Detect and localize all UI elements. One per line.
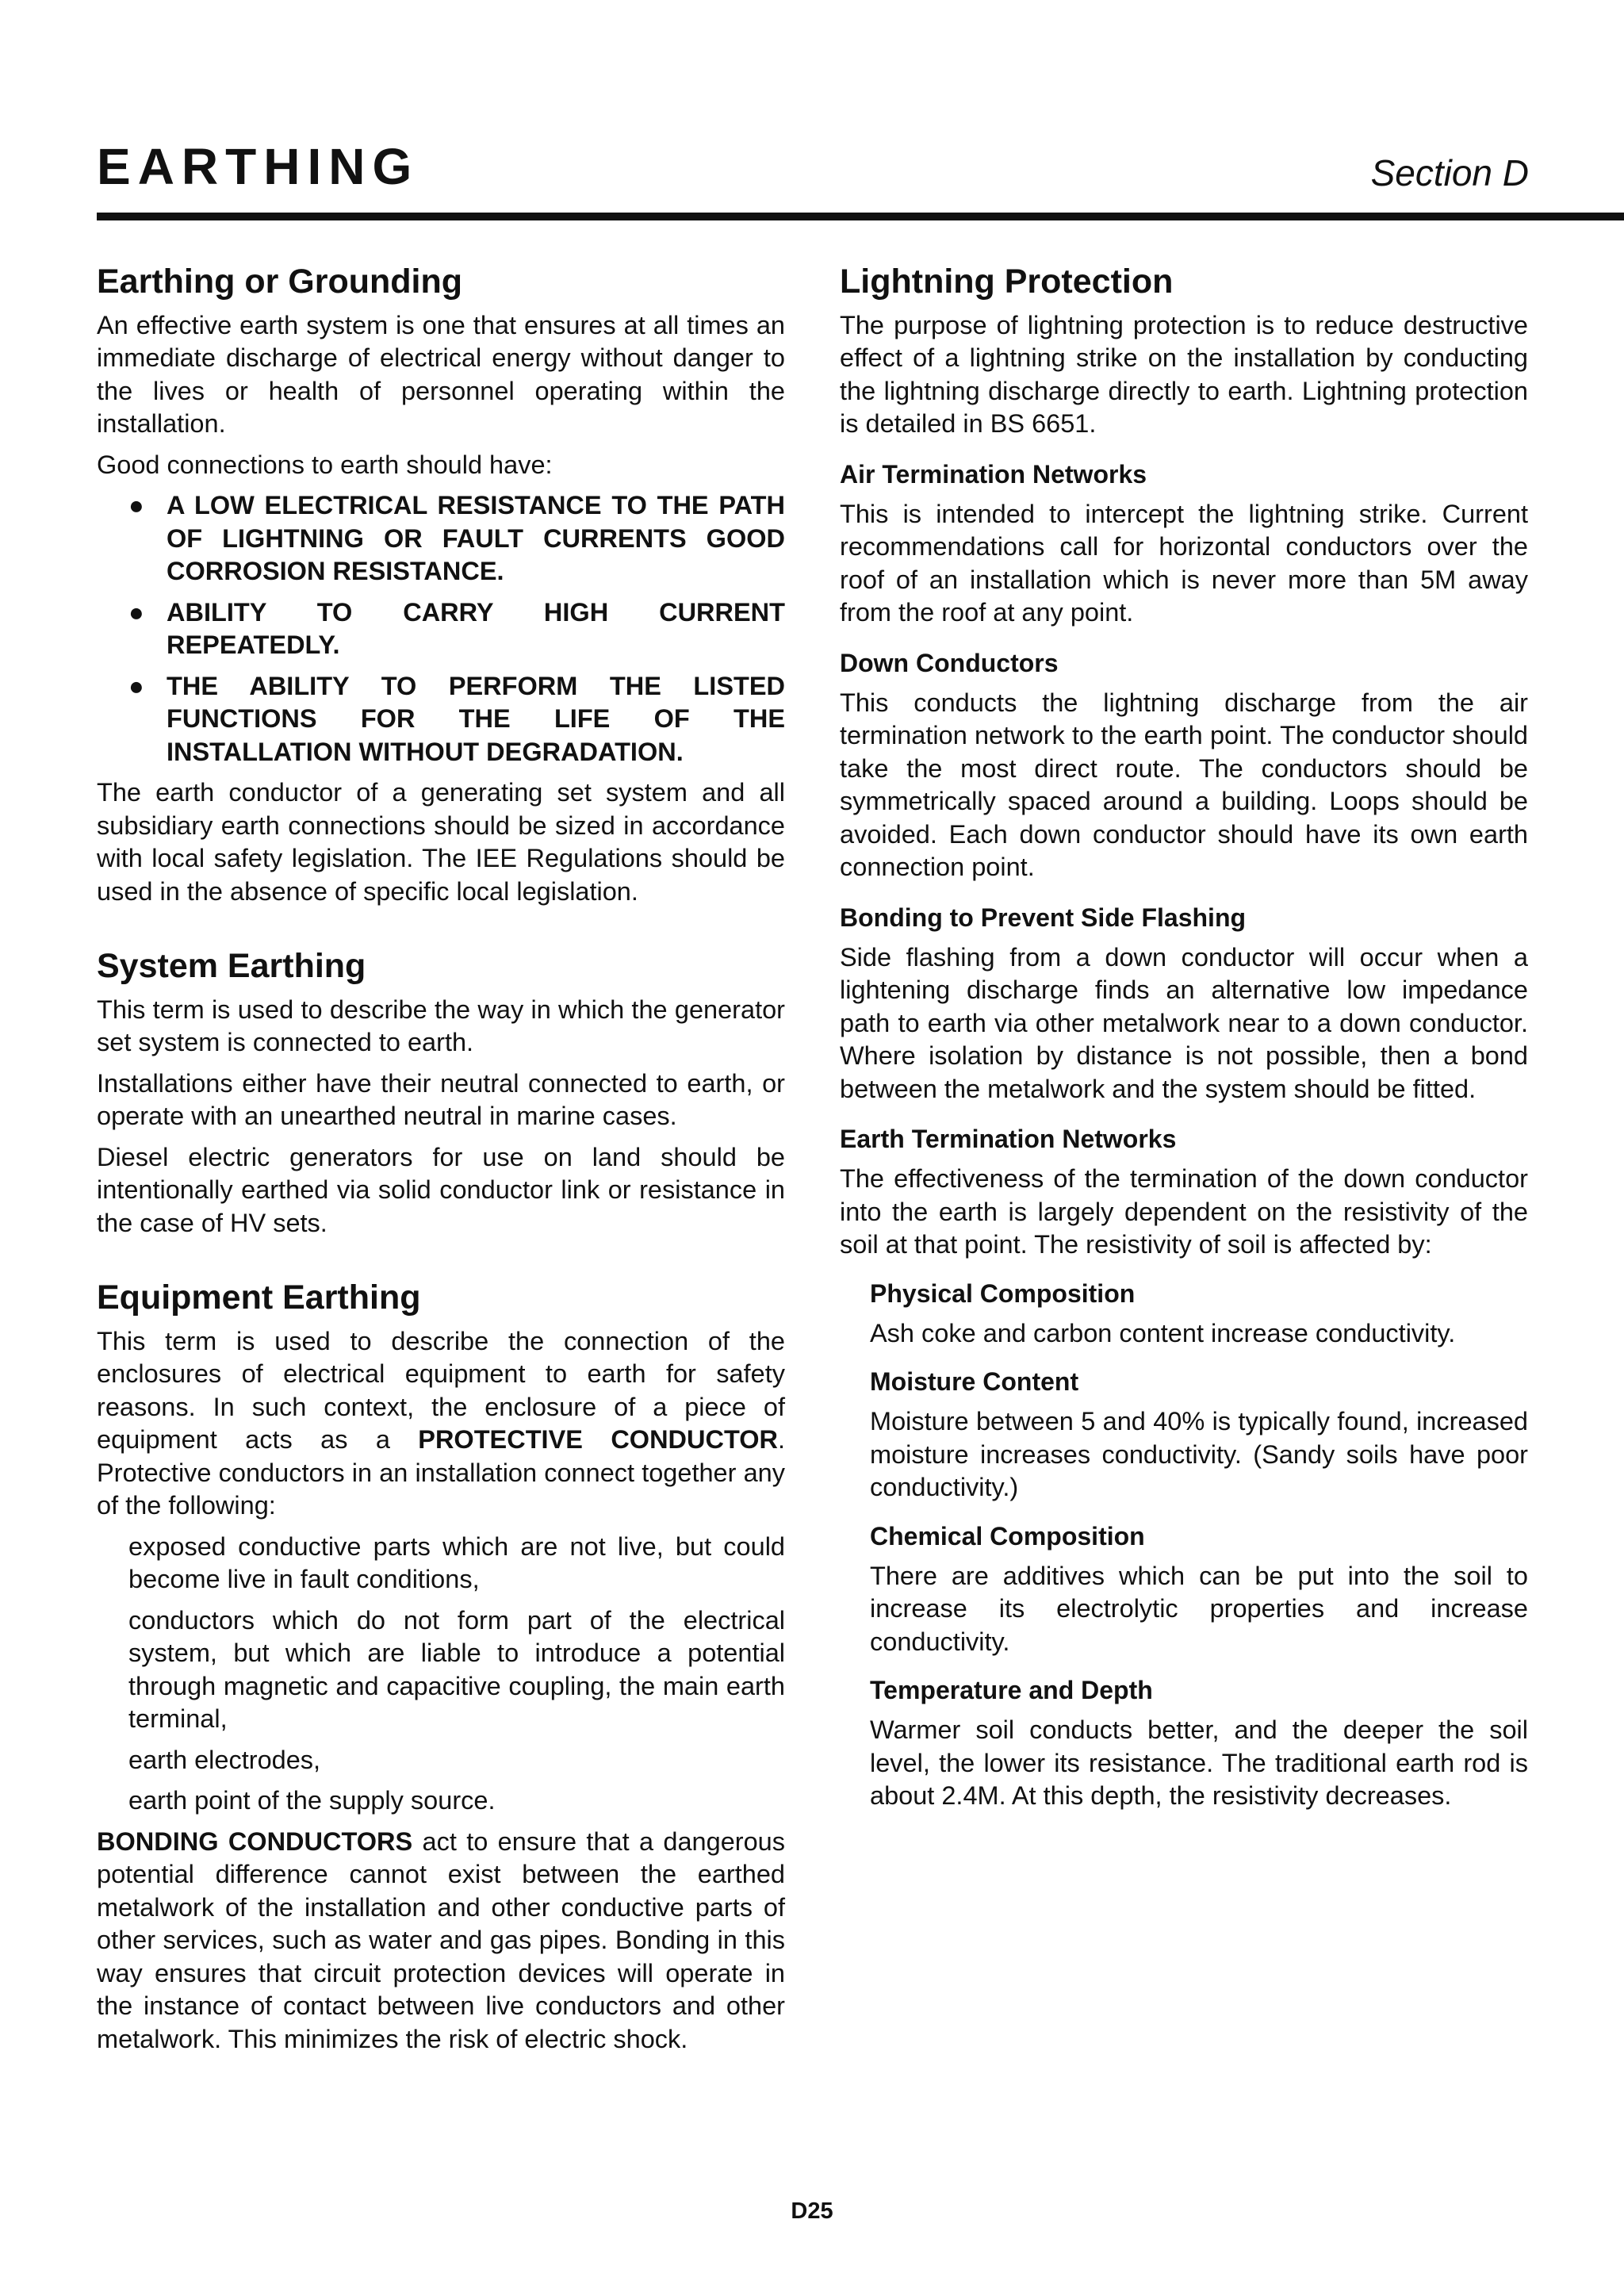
paragraph: This is intended to intercept the lightning strike. Current recommendations call for horizontal conductors over the roof of an installation which is never more than 5M away from the roof at any point. (840, 499, 1528, 627)
paragraph: This conducts the lightning discharge from the air termination network to the earth point. The conductor should take the most direct route. The conductors should be symmetrically spaced around a building. Loops should be avoided. Each down conductor should have its own earth connection point. (840, 688, 1528, 882)
paragraph: The earth conductor of a generating set system and all subsidiary earth connections should be sized in accordance with local safety legislation. The IEE Regulations should be used in the absence of specific local legislation. (97, 778, 785, 906)
list-item: ● THE ABILITY TO PERFORM THE LISTED FUNCTIONS FOR THE LIFE OF THE INSTALLATION WITHOUT DEGRADATION. (128, 671, 785, 766)
subheading-bonding-side-flashing: Bonding to Prevent Side Flashing (840, 903, 1247, 932)
subheading-chemical-composition: Chemical Composition (870, 1521, 1145, 1550)
connection-requirements-list (97, 489, 785, 769)
heading-system-earthing: System Earthing (97, 947, 366, 986)
paragraph: Moisture between 5 and 40% is typically found, increased moisture increases conductivity. (Sandy soils have poor conductivity.) (870, 1407, 1528, 1502)
paragraph: The effectiveness of the termination of the down conductor into the earth is largely dependent on the resistivity of the soil at that point. The resistivity of soil is affected by: (840, 1164, 1528, 1259)
paragraph: The purpose of lightning protection is to reduce destructive effect of a lightning strike on the installation by conducting the lightning discharge directly to earth. Lightning protection is detailed in BS 6651. (840, 310, 1528, 439)
term-bonding-conductors: BONDING CONDUCTORS (97, 1826, 413, 1856)
paragraph: Installations either have their neutral connected to earth, or operate with an unearthed neutral in marine cases. (97, 1068, 785, 1131)
subheading-physical-composition: Physical Composition (870, 1278, 1136, 1308)
paragraph: BONDING CONDUCTORS act to ensure that a dangerous potential difference cannot exist between the earthed metalwork of the installation and other conductive parts of other services, such as water and gas pipes. Bonding in this way ensures that circuit protection devices will operate in the instance of contact between live conductors and other metalwork. This minimizes the risk of electric shock. (97, 1826, 786, 2053)
heading-earthing-grounding: Earthing or Grounding (97, 263, 463, 301)
subheading-air-termination: Air Termination Networks (840, 459, 1147, 489)
subheading-temperature-depth: Temperature and Depth (870, 1676, 1153, 1705)
paragraph: There are additives which can be put into the soil to increase its electrolytic properties and increase conductivity. (870, 1561, 1528, 1656)
right-column (840, 262, 1528, 1821)
list-item: earth electrodes, (128, 1745, 321, 1774)
paragraph: Ash coke and carbon content increase conductivity. (870, 1318, 1456, 1347)
term-protective-conductor: PROTECTIVE CONDUCTOR (418, 1425, 778, 1455)
list-item: earth point of the supply source. (128, 1786, 496, 1815)
paragraph: Diesel electric generators for use on land should be intentionally earthed via solid conductor link or resistance in the case of HV sets. (97, 1142, 785, 1237)
paragraph: This term is used to describe the way in which the generator set system is connected to earth. (97, 995, 785, 1057)
paragraph: An effective earth system is one that ensures at all times an immediate discharge of electrical energy without danger to the lives or health of personnel operating within the installation. (97, 310, 785, 439)
paragraph: This term is used to describe the connection of the enclosures of electrical equipment to earth for safety reasons. In such context, the enclosure of a piece of equipment acts as a PROTECTIVE CONDUCTOR. Protective conductors in an installation connect together any of the following: (97, 1326, 785, 1520)
protective-conductors-list (97, 1531, 785, 1818)
subheading-down-conductors: Down Conductors (840, 648, 1059, 677)
header-rule (97, 213, 1624, 220)
soil-factors (840, 1278, 1528, 1813)
list-item: ● A LOW ELECTRICAL RESISTANCE TO THE PATH OF LIGHTNING OR FAULT CURRENTS GOOD CORROSION RESISTANCE. (128, 491, 785, 586)
list-item: exposed conductive parts which are not live, but could become live in fault conditions, (128, 1531, 785, 1594)
bullet-icon: ● (128, 597, 144, 627)
section-label: Section D (1370, 152, 1529, 194)
bullet-icon: ● (128, 491, 144, 520)
list-item: conductors which do not form part of the electrical system, but which are liable to introduce a potential through magnetic and capacitive coupling, the main earth terminal, (128, 1605, 785, 1734)
page-title: EARTHING (97, 138, 419, 195)
bullet-icon: ● (128, 671, 144, 700)
left-column (97, 262, 785, 2064)
paragraph: Side flashing from a down conductor will occur when a lightening discharge finds an alternative low impedance path to earth via other metalwork near to a down conductor. Where isolation by distance is not possible, then a bond between the metalwork and the system should be fitted. (840, 942, 1528, 1103)
paragraph: Warmer soil conducts better, and the deeper the soil level, the lower its resistance. The traditional earth rod is about 2.4M. At this depth, the resistivity decreases. (870, 1715, 1528, 1811)
list-item: ● ABILITY TO CARRY HIGH CURRENT REPEATEDLY. (128, 597, 785, 660)
subheading-moisture-content: Moisture Content (870, 1367, 1079, 1397)
heading-equipment-earthing: Equipment Earthing (97, 1278, 421, 1317)
heading-lightning-protection: Lightning Protection (840, 263, 1174, 301)
page-number: D25 (791, 2198, 833, 2224)
subheading-earth-termination: Earth Termination Networks (840, 1125, 1177, 1154)
paragraph: Good connections to earth should have: (97, 450, 553, 479)
